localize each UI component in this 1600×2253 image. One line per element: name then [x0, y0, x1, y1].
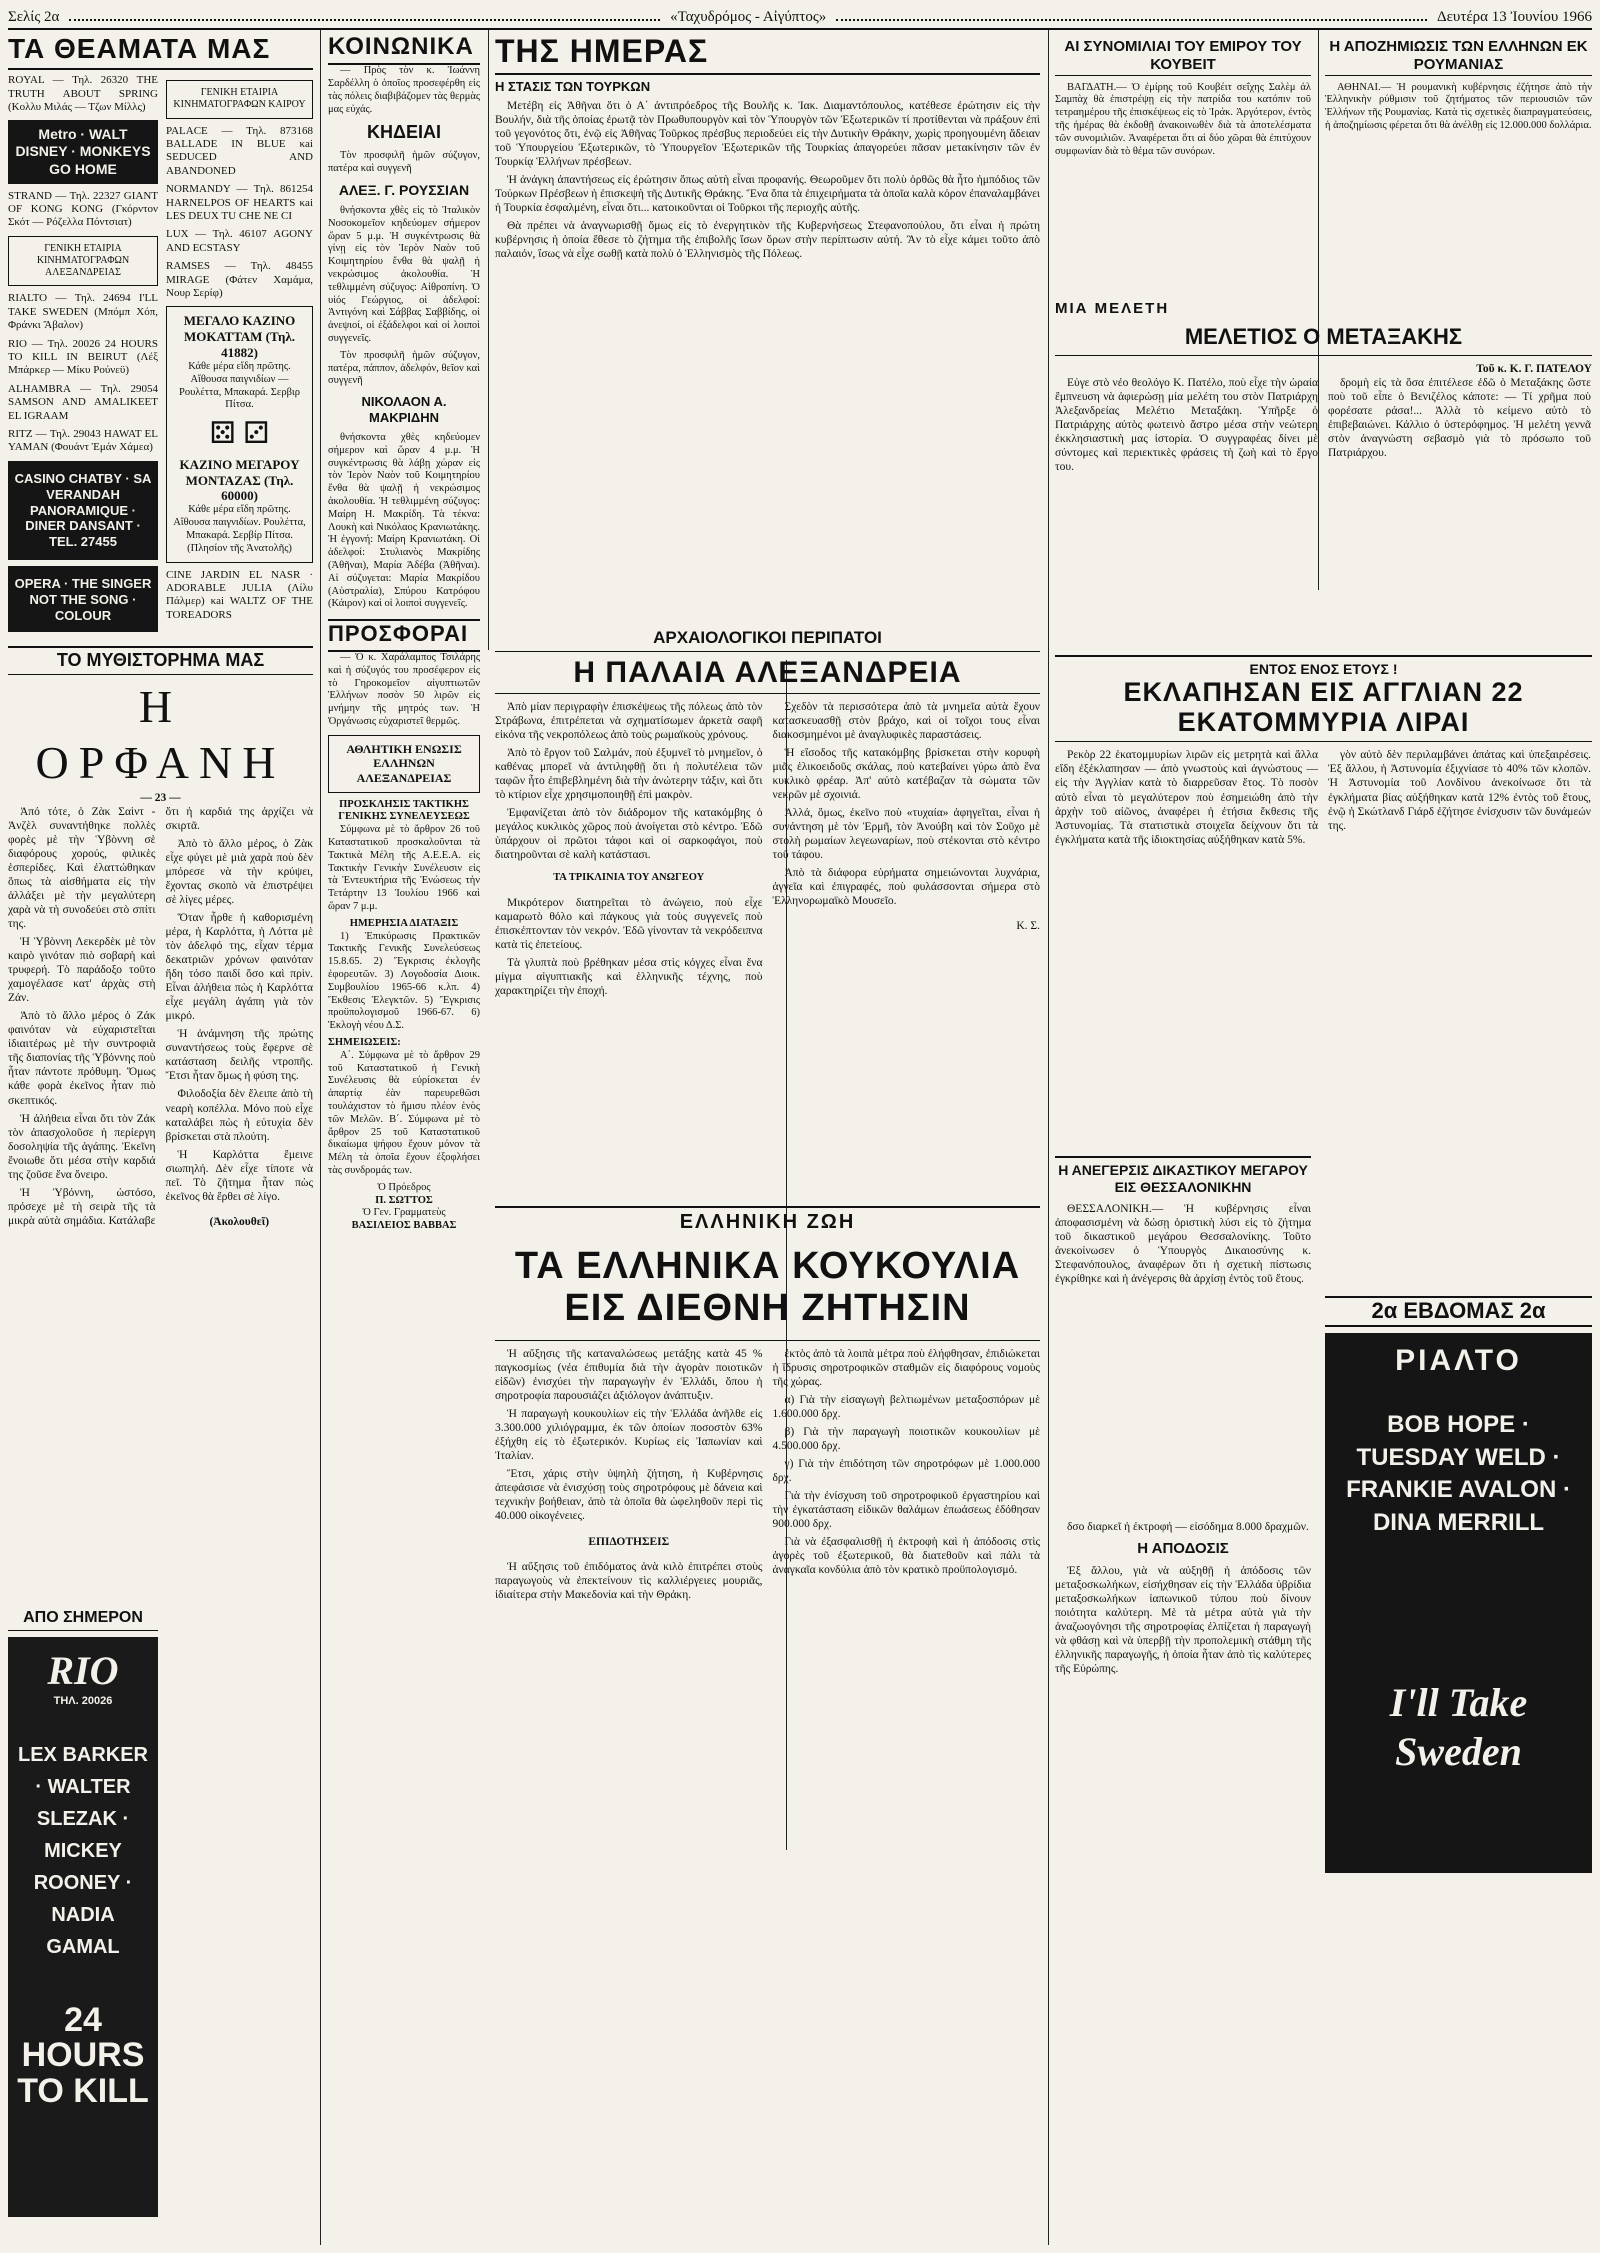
listing-normandy: NORMANDY — Τηλ. 861254 HARNELPOS OF HEARTS κai LES DEUX TU CHE NE CI — [166, 183, 313, 222]
metro-ad: Metro · WALT DISNEY · MONKEYS GO HOME — [8, 120, 158, 183]
archaeo-paragraph: Ἀπὸ μίαν περιγραφὴν ἐπισκέψεως τῆς πόλεως ἀπὸ τὸν Στράβωνα, ἐπιτρέπεται νὰ σχηματίσωμεν ἀρκετὰ σαφῆ εἰκόνα τῆς νεκροπόλεως ἀπὸ τοὺς ρωμαϊκοὺς χρόνους. — [495, 700, 763, 741]
novel-paragraph: Ἡ Ὑβὸννη Λεκερδὲκ μὲ τὸν καιρὸ γινόταν πιὸ σοβαρὴ καὶ τρυφερή. Τὸ παράδοξο τοῦτο χαμογέλασε κατ' ἀρχὰς στὴ Ζάν. — [8, 936, 156, 1005]
obituary-text-2: θνήσκοντα χθὲς κηδεύομεν σήμερον καὶ ὥραν 4 μ.μ. Ἡ συγκέντρωσις θὰ λάβῃ χώραν εἰς τὸν Ἱερὸν Ναὸν τοῦ Κοιμητηρίου ἔνθα θὰ ψαλῇ ἡ νεκρώσιμος ἀκολουθία. Ἡ τεθλιμμένη σύζυγος: Μαίρη Η. Μακρίδη. Τὰ τέκνα: Λουκὴ καὶ Νικόλαος Κρανιωτάκης. Ἡ ἐγγονή: Μαίρη Κρανιωτάκη. Οἱ ἀδελφοί: Στυλιανὸς Μακρίδης (Ἀθῆναι), Μαρία Ἀδέβα (Ἀθῆναι). Αἱ σύζυγεται: Μαρία Μακρίδου (Αὐστραλία), Σπύρου Κατρόφου (Κάιρον) καὶ οἱ λοιποὶ συγγενεῖς. — [328, 431, 480, 610]
zoi-paragraph: β) Γιὰ τὴν παραγωγὴ ποιοτικῶν κουκουλίων μὲ 4.500.000 δρχ. — [772, 1426, 1040, 1453]
obituary-text-1: θνήσκοντα χθὲς εἰς τὸ Ἰταλικὸν Νοσοκομεῖον κηδεύομεν σήμερον ὥραν 5 μ.μ. Ἡ συγκέντρωσις θὰ γίνῃ εἰς τὸν Ἱερὸν Ναὸν τοῦ Κοιμητηρίου ἔνθα θὰ ψαλῇ ἡ νεκρώσιμος ἀκολουθία. Ἡ τεθλιμμένη σύζυγος: Αἰθροπίνη. Ὁ υἱός Γεώργιος, οἱ ἀδελφοί: Ἀντιγόνη καὶ Σάββας Σαββίδης, οἱ ἀνεψιοί, οἱ ἐξάδελφοι καὶ οἱ λοιποὶ συγγενεῖς. — [328, 205, 480, 345]
kuwait-text: ΒΑΓΔΑΤΗ.— Ὁ ἐμίρης τοῦ Κουβέιτ σεΐχης Σαλὲμ ἀλ Σαμπὰχ θὰ ἐπιστρέψῃ εἰς τὴν πατρίδα του κατόπιν τοῦ τετραημέρου τῆς ἐπισκέψεως εἰς τὸ Ἰράκ. Ἀργότερον, ἐντὸς τῆς ἡμέρας θὰ ἐκδοθῇ ἀνακοινωθὲν διὰ τὰ ἀποτελέσματα τῶν συνομιλιῶν. Ἀναφέρεται ὅτι αἱ δύο χῶραι θὰ ἐπιτύχουν συμφωνίαν διὰ τὸ θέμα τῶν συνόρων. — [1055, 81, 1311, 157]
paper-name: «Ταχυδρόμος - Αἰγύπτος» — [670, 8, 827, 25]
apodosis-intro: δσο διαρκεῖ ἡ ἐκτροφή — εἰσόδημα 8.000 δραχμῶν. — [1067, 1521, 1309, 1533]
column-rule — [488, 30, 489, 650]
novel-paragraph: Ἡ ἀλήθεια εἶναι ὅτι τὸν Ζάκ τὸν ἀπασχολοῦσε ἡ περίεργη δοσοληψία τῆς ἀγάπης. Ἐκεῖνη ἔνοιωθε ὅτι μέσα στὴν καρδιά της ζοῦσε ἕνα ὄνειρο. — [8, 1112, 156, 1181]
novel-paragraph: Ἡ Ὑβόννη, ὡστόσο, πρόσεχε μὲ τὴ σειρὰ τῆς τὰ μικρὰ αὐτὰ σημάδια. Κατάλαβε ὅτι ἡ καρδιά της ἀρχίζει νὰ σκιρτᾶ. — [8, 806, 313, 1227]
zoi-paragraph: Ἡ παραγωγὴ κουκουλίων εἰς τὴν Ἑλλάδα ἀνῆλθε εἰς 3.300.000 χιλιόγραμμα, ἐκ τῶν ὁποίων ποσοστὸν 63% ἐξήχθη εἰς τὸ ἐξωτερικόν. Κυρίως εἰς Ἰαπωνίαν καὶ Ἰταλίαν. — [495, 1408, 763, 1463]
archaeo-paragraph: Ἀπὸ τὸ ἔργον τοῦ Σαλμάν, ποὺ ἐξυμνεῖ τὸ μνημεῖον, ὁ καθένας μπορεῖ νὰ ἀντιληφθῇ ὅτι ἡ πολυτέλεια τῶν ταφῶν ἦτο ἐπιβεβλημένη διὰ τὴν ἀνώτερην τάξιν, καὶ ὅτι τὸ κτίριον εἶχε χρησιμοποιηθῇ ἐπὶ μακρὸν. — [495, 746, 763, 801]
archaeo-subhead: ΤΑ ΤΡΙΚΛΙΝΙΑ ΤΟΥ ΑΝΩΓΕΟΥ — [553, 872, 705, 884]
signature-secretary-name: ΒΑΣΙΛΕΙΟΣ ΒΑΒΒΑΣ — [351, 1220, 457, 1232]
romania-text: ΑΘΗΝΑΙ.— Ἡ ρουμανικὴ κυβέρνησις ἐζήτησε ἀπὸ τὴν Ἑλληνικὴν ρύθμισιν τοῦ ζητήματος τῶν περιουσιῶν τῶν Ἑλλήνων τῆς Ρουμανίας. Κατὰ τὶς σχετικὲς διαπραγματεύσεις, ἡ ἀποζημίωσις φέρεται ὅτι θὰ ἀνέλθῃ εἰς 12.000.000 δολλάρια. — [1325, 81, 1592, 131]
romania-section — [1325, 32, 1592, 292]
union-sub: ΠΡΟΣΚΛΗΣΙΣ ΤΑΚΤΙΚΗΣ ΓΕΝΙΚΗΣ ΣΥΝΕΛΕΥΣΕΩΣ — [338, 798, 470, 823]
meletios-author: Τοῦ κ. Κ. Γ. ΠΑΤΕΛΟΥ — [1476, 363, 1592, 376]
lira-text-2: γὸν αὐτὸ δὲν περιλαμβάνει ἀπάτας καὶ ὑπεξαιρέσεις. Ἐξ ἄλλου, ἡ Ἀστυνομία ἐξιχνίασε τὸ 40% τῶν κλοπῶν. Ἡ Ἀστυνομία τοῦ Λονδίνου ἀνεκοίνωσε ὅτι τὰ ἐγκλήματα βίας αὐξήθηκαν κατὰ 12% ἐντὸς τοῦ ἔτους, ἐνῷ ἡ Σκώτλανδ Γιάρδ ἐζήτησε ἐνίσχυσιν τῶν δυνάμεών της. — [1328, 749, 1591, 832]
rialto-ad-title: I'll Take Sweden — [1389, 1679, 1528, 1774]
tis-imeras-paragraph: Θὰ πρέπει νὰ ἀναγνωρισθῇ ὅμως εἰς τὸ ἐνεργητικὸν τῆς Κυβερνήσεως Στεφανοπούλου, ὅτι εἶναι ἡ πρώτη κυβέρνησις ἡ ὁποία ἔθεσε τὸ ζήτημα τῆς ἐπιβολῆς ἴσων ὅρων στὴν περίπτωσιν αὐτή. Ἂν τὸ εἶχε κάμει τοῦτο ἀπὸ παλαιόν, ἴσως νὰ εἶχε σωθῇ κατὰ πολὺ ὁ Ἑλληνισμὸς τῆς Πόλεως. — [495, 220, 1040, 261]
rio-ad — [8, 1637, 158, 2217]
lira-section — [1055, 655, 1592, 1135]
archaeo-signature: Κ. Σ. — [1016, 920, 1040, 933]
listing-strand: STRAND — Τηλ. 22327 GIANT OF KONG KONG (Γκόρντον Σκότ — Ρόζελλα Πόντσιατ) — [8, 189, 158, 229]
page-number: Σελίς 2α — [8, 8, 60, 25]
tis-imeras-paragraph: Μετέβη εἰς Ἀθῆναι ὅτι ὁ Α΄ ἀντιπρόεδρος τῆς Βουλῆς κ. Ἰακ. Διαμαντόπουλος, κατέθεσε ἐρώτησιν εἰς τὴν Βουλήν, διὰ τῆς ὁποίας ἐρωτᾷ τὸν Πρωθυπουργὸν καὶ τὸν Ὑπουργὸν τῶν Ἐξωτερικῶν τί προτίθενται νὰ πράξουν ἐπὶ τοῦ γεγονότος ὅτι, ἐνῷ εἰς Ἀθῆνας Τοῦρκος πρέσβυς περιοδεύει εἰς τὴν Δυτικὴν Θράκην, χωρὶς προηγουμένη ἄδειαν τοῦ Ὑπουργείου Ἐξωτερικῶν, τὸ Ὑπουργεῖον Ἐξωτερικῶν τῆς Τουρκίας ἀπαγορεύει πᾶσαν μετακίνησιν τῶν ἐν Τουρκίᾳ Ἑλλήνων πρέσβεων. — [495, 99, 1040, 168]
zoi-paragraph: Ἡ αὔξησις τοῦ ἐπιδόματος ἀνὰ κιλὸ ἐπιτρέπει στοὺς παραγωγοὺς νὰ ἐπεκτείνουν τὶς καλλιέργειες μουριᾶς, ἰδιαίτερα στὴν Μακεδονία καὶ τὴν Θράκη. — [495, 1561, 763, 1602]
novel-paragraph: Ἡ Καρλόττα ἔμεινε σιωπηλή. Δὲν εἶχε τίποτε νὰ πεῖ. Τὸ ζῆτημα ἦταν πὼς ἐκεῖνος θὰ ἔρθει σὲ λίγο. — [165, 1148, 313, 1203]
kideiai-title: ΚΗΔΕΙΑΙ — [367, 122, 441, 143]
union-title: ΑΘΛΗΤΙΚΗ ΕΝΩΣΙΣ ΕΛΛΗΝΩΝ ΑΛΕΞΑΝΔΡΕΙΑΣ — [328, 735, 480, 793]
koinonika-section — [328, 32, 480, 1532]
listing-royal: ROYAL — Τηλ. 26320 THE TRUTH ABOUT SPRING (Κολλυ Μιλάς — Τζων Μίλλς) — [8, 74, 158, 113]
prosforai-text: — Ὁ κ. Χαράλαμπος Τσιλάρης καὶ ἡ σύζυγός του προσέφερον εἰς τὸ Γηροκομεῖον αἰγυπτιωτῶν Ἑλλήνων ποσὸν 50 λιρῶν εἰς μνήμην τῆς μητρός των. Ἡ Ὀργάνωσις εὐχαριστεῖ θερμῶς. — [328, 651, 480, 727]
zoi-subhead: ΕΠΙΔΟΤΗΣΕΙΣ — [588, 1535, 670, 1548]
meleti-label: ΜΙΑ ΜΕΛΕΤΗ — [1055, 300, 1170, 317]
rialto-ad-cinema: ΡΙΑΛΤΟ — [1395, 1343, 1522, 1377]
notes-text: Α΄. Σύμφωνα μὲ τὸ ἄρθρον 29 τοῦ Καταστατικοῦ ἡ Γενικὴ Συνέλευσις θὰ εὑρίσκεται ἐν ἀπαρτίᾳ ἐὰν παρευρεθῶσι τουλάχιστον τὸ ἥμισυ πλέον ἑνὸς τῶν Μελῶν. Β΄. Σύμφωνα μὲ τὸ ἄρθρον 25 τοῦ Καταστατικοῦ δικαίωμα ψήφου ἔχουν μόνον τὰ Μέλη τὰ ὁποῖα ἔχουν ἐξοφλήσει τὰς συνδρομάς των. — [328, 1049, 480, 1176]
company-cairo-box: ΓΕΝΙΚΗ ΕΤΑΙΡΙΑ ΚΙΝΗΜΑΤΟΓΡΑΦΩΝ ΚΑΙΡΟΥ — [166, 80, 313, 118]
koinonika-title: ΚΟΙΝΩΝΙΚΑ — [328, 32, 480, 65]
archaeo-headline: Η ΠΑΛΑΙΑ ΑΛΕΞΑΝΔΡΕΙΑ — [495, 656, 1040, 694]
signature-president: Ὁ Πρόεδρος — [377, 1181, 431, 1193]
casino-ad: CASINO CHATBY · SA VERANDAH PANORAMIQUE · DINER DANSANT · TEL. 27455 — [8, 461, 158, 560]
masthead — [8, 6, 1592, 30]
listing-ramses: RAMSES — Τηλ. 48455 MIRAGE (Φάτεν Χαμάμα, Νουρ Σερίφ) — [166, 260, 313, 299]
novel-paragraph: Ἀπὸ τὸ ἄλλο μέρος ὁ Ζάκ φαινόταν νὰ εὐχαριστεῖται ἰδιαιτέρως μὲ τὴν συντροφιὰ τῆς διαπονίας τῆς Ὑβόννης ποὺ ἦταν πάντοτε πρόθυμη. Ὅμως κάθε φορὰ ἐκεῖνος ἦταν πιὸ σκεπτικός. — [8, 1010, 156, 1107]
tis-imeras-title: ΤΗΣ ΗΜΕΡΑΣ — [495, 32, 1040, 75]
deceased-name-2: ΝΙΚΟΛΑΟΝ Α. ΜΑΚΡΙΔΗΝ — [361, 394, 447, 426]
listing-palace: PALACE — Τηλ. 873168 BALLADE IN BLUE κai SEDUCED AND ABANDONED — [166, 124, 313, 177]
meletios-section — [1055, 300, 1592, 640]
archaeo-paragraph: Ἡ εἴσοδος τῆς κατακόμβης βρίσκεται στὴν κορυφὴ μιᾶς ἑλικοειδοῦς σκάλας, ποὺ κατεβαίνει γύρω ἀπὸ ἕνα κυκλικὸ φρέαρ. Ἀπ' αὐτὸ κατέβαζαν τὰ σώματα τῶν νεκρῶν μὲ σχοινιά. — [772, 746, 1040, 801]
deceased-name-1: ΑΛΕΞ. Γ. ΡΟΥΣΣΙΑΝ — [338, 182, 470, 198]
mokattam-text: Κάθε μέρα εἴδη πρῶτης. Αἴθουσα παιγνιδίων — Ρουλέττα, Μπακαρά. Σερβιρ Πίτσα. — [179, 360, 300, 411]
archaeo-section — [495, 620, 1040, 1180]
column-rule — [1048, 30, 1049, 2245]
lira-text-1: Ρεκὸρ 22 ἑκατομμυρίων λιρῶν εἰς μετρητὰ καὶ ἄλλα εἴδη ἐξέκλαπησαν — ἀπὸ γνωστοὺς καὶ ἀγνώστους — εἰς τὴν Ἀγγλίαν κατὰ τὸ διαρρεῦσαν ἔτος. Τὸ ποσὸν αὐτὸ εἶναι τὸ μεγαλύτερον ποὺ ἐσημειώθη ἀπὸ τὴν ἀρχὴν τοῦ αἰῶνος, ἀναφέρει ἡ ἐτήσια ἔκθεσις τῆς Ἀστυνομίας. Τὰ στατιστικὰ στοιχεῖα δείχνουν ὅτι τὰ ἐγκλήματα κατὰ τῆς ἰδιοκτησίας αὐξήθηκαν κατὰ 5%. — [1055, 749, 1318, 846]
novel-title: ΤΟ ΜΥΘΙΣΤΟΡΗΜΑ ΜΑΣ — [8, 646, 313, 675]
listing-ritz: RITZ — Τηλ. 29043 HAWAT EL YAMAN (Φουάντ Ἐμάν Χάμεα) — [8, 428, 158, 454]
entos-label: ΕΝΤΟΣ ΕΝΟΣ ΕΤΟΥΣ ! — [1055, 655, 1592, 678]
agenda-text: 1) Ἐπικύρωσις Πρακτικῶν Τακτικῆς Γενικῆς Συνελεύσεως 15.8.65. 2) Ἔγκρισις ἐκλογῆς ἐφορευτῶν. 3) Λογοδοσία Διοικ. Συμβουλίου 1965-66 κ.λπ. 4) Ἔκθεσις Ἐλεγκτῶν. 5) Ἔγκρισις προϋπολογισμοῦ 1966-67. 6) Ἐκλογὴ νέου Δ.Σ. — [328, 930, 480, 1032]
kideiai-text: Τὸν προσφιλῆ ἡμῶν σύζυγον, πατέρα καὶ συγγενῆ — [328, 150, 480, 175]
novel-paragraph: Ἡ ἀνάμνηση τῆς πρώτης συναντήσεως τοὺς ἔφερνε σὲ κατάσταση δειλῆς ντροπῆς. Ἔτσι ἦταν ὅμως ἡ φύση της. — [165, 1028, 313, 1083]
zoi-paragraph: Γιὰ τὴν ἐνίσχυση τοῦ σηροτροφικοῦ ἐργαστηρίου καὶ τὴν ἐγκατάσταση εἰδικῶν θαλάμων ἐπωάσεως ἐδόθησαν 900.000 δρχ. — [772, 1490, 1040, 1531]
zoi-paragraph: Ἡ αὔξησις τῆς καταναλώσεως μετάξης κατὰ 45 % παγκοσμίως (νέα ἐπιθυμία διὰ τὴν ἀγορὰν ποιοτικῶν εἰδῶν) ἐνισχύει τὴν παραγωγὴν ἐν Ἑλλάδι, ὅπου ἡ σηροτροφία παρουσιάζει ἀξιόλογον ἀνάπτυξιν. — [495, 1347, 763, 1403]
mokattam-title: ΜΕΓΑΛΟ ΚΑΖΙΝΟ ΜΟΚΑΤΤΑΜ (Τηλ. 41882) — [183, 313, 296, 361]
tis-imeras-paragraph: Ἡ ἀνάγκη ἀπαντήσεως εἰς ἐρώτησιν ὅπως αὐτὴ εἶναι προφανής. Θεωροῦμεν ὅτι πολὺ ὀρθῶς θὰ ἦτο ἡμπόδιος τῶν Τούρκων Πρέσβεων ἡ ἐπισκεψὴ τῆς Δυτικῆς Θράκης. Ἕνα ὅπα τὰ ἐπιχειρήματα τὰ ὁποῖα καλὰ κόρον ἐπαναλαμβάνει ἡ Τουρκία ἐσφαλμένη, εἶναι ὅτι... κατοικοῦνται οἱ Τοῦρκοι τῆς περιοχῆς αὐτῆς. — [495, 173, 1040, 214]
apodosis-section — [1055, 1520, 1311, 2240]
elliniki-zoi-headline: ΤΑ ΕΛΛΗΝΙΚΑ ΚΟΥΚΟΥΛΙΑ ΕΙΣ ΔΙΕΘΝΗ ΖΗΤΗΣΙΝ — [495, 1240, 1040, 1341]
thess-title: Η ΑΝΕΓΕΡΣΙΣ ΔΙΚΑΣΤΙΚΟΥ ΜΕΓΑΡΟΥ ΕΙΣ ΘΕΣΣΑΛΟΝΙΚΗΝ — [1055, 1156, 1311, 1196]
zoi-paragraph: ἐκτὸς ἀπὸ τὰ λοιπὰ μέτρα ποὺ ἐλήφθησαν, ἐπιδιώκεται ἡ ἵδρυσις σηροτροφικῶν σταθμῶν εἰς διαφόρους νομοὺς τῆς χώρας. — [772, 1347, 1040, 1389]
tis-imeras-sub: Η ΣΤΑΣΙΣ ΤΩΝ ΤΟΥΡΚΩΝ — [495, 79, 651, 95]
column-rule — [320, 30, 321, 2245]
apo-simeron-title: ΑΠΟ ΣΗΜΕΡΟΝ — [8, 1606, 158, 1631]
novel-section — [8, 640, 313, 1580]
mokattam-box — [166, 306, 313, 562]
zoi-paragraph: α) Γιὰ τὴν εἰσαγωγὴ βελτιωμένων μεταξοσπόρων μὲ 1.600.000 δρχ. — [772, 1394, 1040, 1421]
company-box: ΓΕΝΙΚΗ ΕΤΑΙΡΙΑ ΚΙΝΗΜΑΤΟΓΡΑΦΩΝ ΑΛΕΞΑΝΔΡΕΙΑΣ — [8, 236, 158, 287]
listing-lux: LUX — Τηλ. 46107 AGONY AND ECSTASY — [166, 228, 313, 254]
tis-imeras-section — [495, 32, 1040, 632]
thess-section — [1055, 1150, 1311, 1510]
meletios-text-2: δρομὴ εἰς τὰ ὅσα ἐπιτέλεσε ἐδῶ ὁ Μεταξάκης ὥστε ποὺ τοῦ εἶπε ὁ Βενιζέλος κάποτε: — Τί χρῆμα ποὺ φορέσατε ράσα!... Ἀλλὰ τὸ κείμενο αὐτὸ τὸ ἐπιβεβαιώνει. Κάλλιο ὁ ὑστερόφημος. Ἡ μελέτη γεννᾶ στὸν ἀναγνώστη σεβασμὸ γιὰ τὸ πρόσωπο τοῦ Πατριάρχου. — [1328, 377, 1591, 460]
lira-headline: ΕΚΛΑΠΗΣΑΝ ΕΙΣ ΑΓΓΛΙΑΝ 22 ΕΚΑΤΟΜΜΥΡΙΑ ΛΙΡΑΙ — [1055, 678, 1592, 742]
theamata-title: ΤΑ ΘΕΑΜΑΤΑ ΜΑΣ — [8, 32, 313, 70]
rio-ad-cinema: RIO — [47, 1647, 119, 1693]
opera-ad: OPERA · THE SINGER NOT THE SONG · COLOUR — [8, 566, 158, 632]
listing-rio: RIO — Τηλ. 20026 24 HOURS TO KILL IN BEIRUT (Λέξ Μπάρκερ — Μίκυ Ρούνεϋ) — [8, 337, 158, 377]
rialto-ad — [1325, 1333, 1592, 1873]
listing-rialto: RIALTO — Τηλ. 24694 I'LL TAKE SWEDEN (Μπόμπ Χόπ, Φράνκι Ἄβαλον) — [8, 292, 158, 332]
obituary-intro-2: Τὸν προσφιλῆ ἡμῶν σύζυγον, πατέρα, πάππον, ἀδελφόν, θεῖον καὶ συγγενῆ — [328, 349, 480, 387]
dice-icon: ⚄ ⚂ — [209, 417, 270, 451]
novel-installment: — 23 — — [140, 792, 181, 805]
agenda-title: ΗΜΕΡΗΣΙΑ ΔΙΑΤΑΞΙΣ — [349, 917, 459, 929]
signature-secretary: Ὁ Γεν. Γραμματεὺς — [362, 1207, 446, 1219]
megarou-title: ΚΑΖΙΝΟ ΜΕΓΑΡΟΥ ΜΟΝΤΑΖΑΣ (Τηλ. 60000) — [179, 456, 300, 504]
novel-continued: (Ἀκολουθεῖ) — [209, 1216, 270, 1229]
rialto-ad-header: 2α ΕΒΔΟΜΑΣ 2α — [1325, 1296, 1592, 1327]
archaeo-paragraph: Ἐμφανίζεται ἀπὸ τὸν διάδρομον τῆς κατακόμβης ὁ μεγάλος κυκλικὸς χῶρος ποὺ ἀνοίγεται στὸ κέντρο. Ἐδῶ ὑπάρχουν οἱ πρῶτοι τάφοι καὶ οἱ σαρκοφάγοι, ποὺ διατηροῦνται σὲ καλὴ κατάστασι. — [495, 806, 763, 861]
meletios-text-1: Εὐγε στὸ νέο θεολόγο Κ. Πατέλο, ποὺ εἶχε τὴν ὡραία ἔμπνευση νὰ ἀφιερώσῃ μία μελέτη του στὸν Πατριάρχη Ἀλεξανδρείας Μελέτιο Μεταξάκη. Ὑπῆρξε ὁ Πατριάρχης αὐτὸς φωτεινὸ ἄστρο μέσα στὴν νεώτερη ἐκκλησιαστικὴ μας ἱστορία. Ὁ συγγραφέας δίνει μὲ σύντομες καὶ περιεκτικὲς φράσεις τὴ ζωὴ καὶ τὸ ἔργο του. — [1055, 377, 1318, 474]
elliniki-zoi-title: ΕΛΛΗΝΙΚΗ ΖΩΗ — [495, 1206, 1040, 1236]
rio-ad-cast: LEX BARKER · WALTER SLEZAK · MICKEY ROONEY · NADIA GAMAL — [17, 1743, 148, 1958]
novel-paragraph: Φιλοδοξία δὲν ἔλειπε ἀπὸ τὴ νεαρὴ κοπέλλα. Μόνο ποὺ εἶχε καταλάβει πὼς ἡ εὐτυχία δὲν βρίσκεται στὰ πλούτη. — [165, 1088, 313, 1143]
zoi-paragraph: γ) Γιὰ τὴν ἐπιδότηση τῶν σηροτρόφων μὲ 1.000.000 δρχ. — [772, 1458, 1040, 1485]
apo-simeron-section — [8, 1600, 158, 2240]
archaeo-paragraph: Σχεδὸν τὰ περισσότερα ἀπὸ τὰ μνημεῖα αὐτὰ ἔχουν κατασκευασθῇ στὸν βράχο, καὶ οἱ τοῖχοι τους εἶναι διακοσμημένοι μὲ ἀναγλυφικὲς παραστάσεις. — [772, 700, 1040, 741]
archaeo-paragraph: Μικρότερον διατηρεῖται τὸ ἀνώγειο, ποὺ εἶχε καμαρωτὸ θόλο καὶ πάγκους γιὰ τοὺς συγγενεῖς ποὺ ἐπισκέπτονταν τὸν νεκρόν. Ἐδῶ γίνονταν τὰ νεκρόδειπνα κατὰ τὶς ἐπετείους. — [495, 896, 763, 951]
apodosis-text: Ἐξ ἄλλου, γιὰ νὰ αὐξηθῇ ἡ ἀπόδοσις τῶν μεταξοσκωλήκων, εἰσήχθησαν εἰς τὴν Ἑλλάδα ὑβρίδια μεταξοσκωλήκων ἰαπωνικοῦ τύπου ποὺ δίνουν ποιότητα καλύτερη. Μὲ τὰ μέτρα αὐτὰ γιὰ τὴν ἀναζωογόνησι τῆς σηροτροφίας ἐλπίζεται ἡ παραγωγὴ νὰ φθάσῃ καὶ νὰ ὑπερβῇ τὴν προπολεμικὴ στάθμη τῆς ἑλληνικῆς παραγωγῆς, ἡ ὁποία ἦταν ἀπὸ τὶς καλύτερες τῆς Εὐρώπης. — [1055, 1565, 1311, 1676]
masthead-divider — [69, 13, 660, 21]
notes-title: ΣΗΜΕΙΩΣΕΙΣ: — [328, 1036, 401, 1048]
listing-alhambra: ALHAMBRA — Τηλ. 29054 SAMSON AND AMALIKEET EL IGRAAM — [8, 382, 158, 422]
union-text: Σύμφωνα μὲ τὸ ἄρθρον 26 τοῦ Καταστατικοῦ προσκαλοῦνται τὰ Τακτικὰ Μέλη τῆς Α.Ε.Ε.Α. εἰς Τακτικὴν Γενικὴν Συνέλευσιν εἰς τὰ Ἐντευκτήρια τῆς Ἑνώσεως τὴν Τετάρτην 13 Ἰουλίου 1966 καὶ ὥραν 7 μ.μ. — [328, 824, 480, 912]
masthead-divider — [836, 13, 1427, 21]
archaeo-title: ΑΡΧΑΙΟΛΟΓΙΚΟΙ ΠΕΡΙΠΑΤΟΙ — [495, 626, 1040, 652]
rialto-ad-section — [1325, 1290, 1592, 1890]
zoi-paragraph: Γιὰ νὰ ἐξασφαλισθῇ ἡ ἐκτροφὴ καὶ ἡ ἀπόδοσις στὶς ἀγορὲς τοῦ ἐξωτερικοῦ, θὰ διατεθοῦν καὶ πάλι τὰ ἀναγκαῖα κονδύλια ἀπὸ τὸν κρατικὸ προϋπολογισμό. — [772, 1536, 1040, 1577]
megarou-text: Κάθε μέρα εἴδη πρῶτης. Αἴθουσα παιγνιδίων. Ρουλέττα, Μπακαρά. Σερβίρ Πίτσα. (Πλησίον τῆς Ἀνατολῆς) — [173, 504, 306, 554]
rio-ad-phone: ΤΗΛ. 20026 — [53, 1695, 113, 1708]
apodosis-title: Η ΑΠΟΔΟΣΙΣ — [1137, 1540, 1229, 1558]
novel-name: Η ΟΡΦΑΝΗ — [35, 680, 286, 789]
novel-paragraph: Ὅταν ἦρθε ἡ καθορισμένη μέρα, ἡ Καρλόττα, ἡ Λόττα μὲ τὸν ἀδελφό της, εἶχαν τέρμα δεκατριῶν χρόνων φαινόταν ἤδη τόσο παιδί ὅσο καὶ πρὶν. Εἶναι ἀλήθεια πὼς ἡ Καρλόττα εἶχε μεγάλη ἀγάπη γιὰ τὸν μικρό. — [165, 912, 313, 1023]
archaeo-paragraph: Τὰ γλυπτὰ ποὺ βρέθηκαν μέσα στὶς κόγχες εἶναι ἕνα μίγμα αἰγυπτιακῆς καὶ ἑλληνικῆς τέχνης, ποὺ χαρακτηρίζει τὴν ἐποχή. — [495, 956, 763, 997]
meletios-title: ΜΕΛΕΤΙΟΣ Ο ΜΕΤΑΞΑΚΗΣ — [1055, 324, 1592, 356]
koinonika-intro: — Πρὸς τὸν κ. Ἰωάννη Σαρδέλλη ὁ ὁποῖος προσεφέρθη εἰς τὰς πόλεις διαβιβάζομεν τὰς θερμὰς μας εὐχάς. — [328, 65, 480, 115]
archaeo-paragraph: Ἀλλά, ὅμως, ἐκεῖνο ποὺ «τυχαία» ἀφηγεῖται, εἶναι ἡ συνάντηση μὲ τὸν Ἐρμῆ, τὸν Ἀνούβη καὶ τὸν Σοῦχο μὲ στολὴ ρωμαίων λεγεωναρίων, ποὺ στέκονται στὸ κέντρο τοῦ τάφου. — [772, 806, 1040, 861]
issue-date: Δευτέρα 13 Ἰουνίου 1966 — [1436, 8, 1593, 25]
novel-paragraph: Ἀπό τότε, ὁ Ζὰκ Σαὶντ - Ἀνζὲλ συναντήθηκε πολλὲς φορὲς μὲ τὴν Ὑβὸννη σὲ διαφόρους χορούς, φιλικὲς ἑσπερίδες. Καὶ ἐλαττώθηκαν ὅπως τὰ αἰσθήματα εἰς τὴν ἀλλάξει μὲ τὴν μεγαλύτερη χαρὰ νὰ τὴ συνοδεύει στὸ σπίτι της. — [8, 806, 156, 931]
rialto-ad-cast: BOB HOPE · TUESDAY WELD · FRANKIE AVALON · DINA MERRILL — [1346, 1411, 1571, 1536]
listing-cine-jardin: CINE JARDIN EL NASR · ADORABLE JULIA (Λίλυ Πάλμερ) κai WALTZ OF THE TOREADORS — [166, 568, 313, 621]
novel-paragraph: Ἀπὸ τὸ ἄλλο μέρος, ὁ Ζὰκ εἶχε φύγει μὲ μιὰ χαρὰ ποὺ δὲν μπόρεσε νὰ τὴν κρύψει, ἔχοντας σκοπὸ νὰ ἐπιστρέψει σὲ λίγες μέρες. — [165, 838, 313, 907]
rio-ad-title: 24 HOURS TO KILL — [17, 2000, 149, 2111]
theamata-section — [8, 32, 313, 632]
elliniki-zoi-section — [495, 1200, 1040, 2240]
kuwait-section — [1055, 32, 1311, 292]
signature-president-name: Π. ΣΩΤΤΟΣ — [375, 1194, 433, 1206]
zoi-paragraph: Ἔτσι, χάρις στὴν ὑψηλὴ ζήτηση, ἡ Κυβέρνησις ἀπεφάσισε νὰ ἐνισχύσῃ τοὺς σηροτρόφους μὲ δάνεια καὶ τεχνικὴν βοήθειαν, ἀπὸ τὰ ὁποῖα θὰ ὠφεληθοῦν περὶ τὶς 40.000 οἰκογένειες. — [495, 1468, 763, 1523]
romania-title: Η ΑΠΟΖΗΜΙΩΣΙΣ ΤΩΝ ΕΛΛΗΝΩΝ ΕΚ ΡΟΥΜΑΝΙΑΣ — [1325, 38, 1592, 76]
archaeo-paragraph: Ἀπὸ τὰ διάφορα εὑρήματα σημειώνονται λυχνάρια, ἀγγεῖα καὶ ἐπιγραφές, ποὺ φυλάσσονται σήμερα στὸ Ἑλληνορωμαϊκὸ Μουσεῖο. — [772, 866, 1040, 907]
prosforai-title: ΠΡΟΣΦΟΡΑΙ — [328, 619, 480, 652]
thess-text: ΘΕΣΣΑΛΟΝΙΚΗ.— Ἡ κυβέρνησις εἶναι ἀποφασισμένη νὰ δώσῃ ὁριστικὴ λύσι εἰς τὸ ζήτημα τοῦ δικαστικοῦ μεγάρου Θεσσαλονίκης. Τοῦτο ἀνεκοίνωσεν ὁ Ὑπουργὸς Δικαιοσύνης κ. Στεφανόπουλος, ἀναφέρων ὅτι ἡ σχετικὴ πίστωσις ἐγκρίθηκε καὶ ἡ ἀνέγερσις θὰ ἀρχίσῃ ἐντὸς τοῦ ἔτους. — [1055, 1203, 1311, 1286]
kuwait-title: ΑΙ ΣΥΝΟΜΙΛΙΑΙ ΤΟΥ ΕΜΙΡΟΥ ΤΟΥ ΚΟΥΒΕΙΤ — [1055, 38, 1311, 76]
